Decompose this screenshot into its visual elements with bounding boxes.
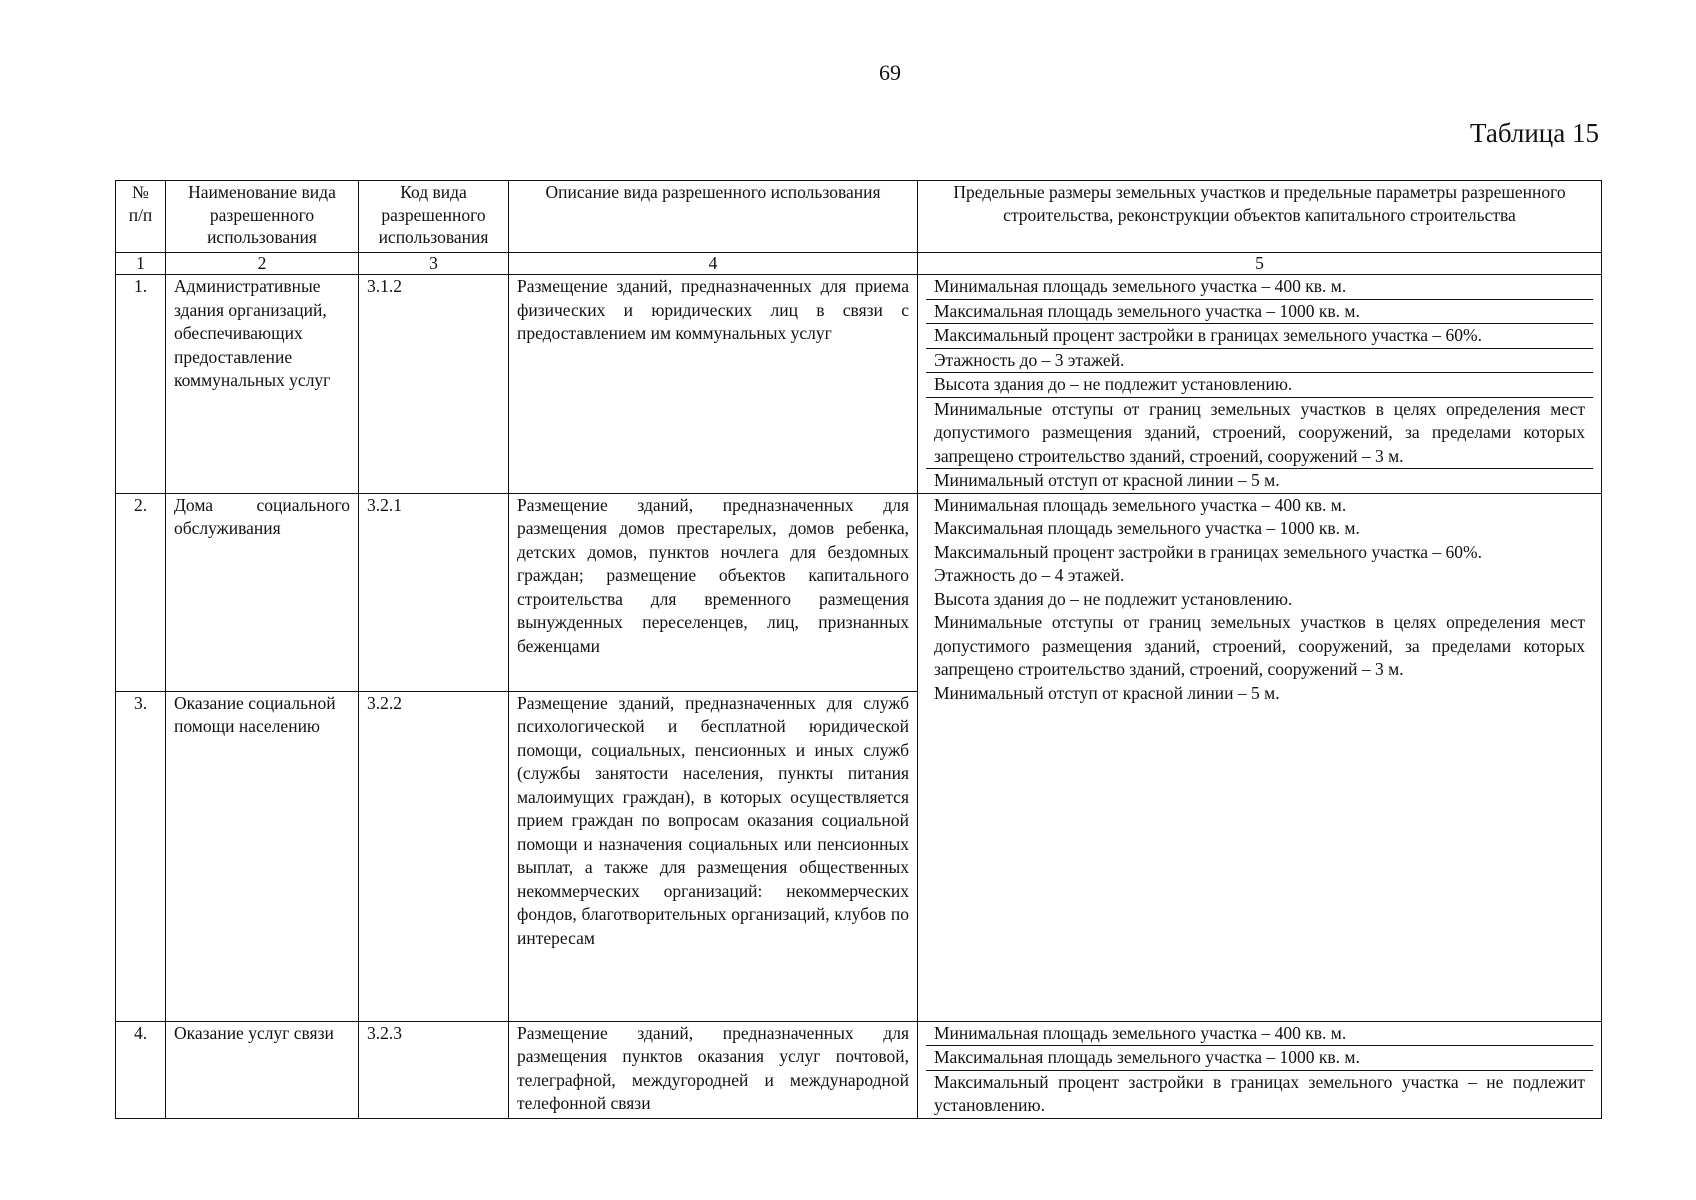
param-max-area: Максимальная площадь земельного участка – 1000 кв. м.	[926, 1046, 1593, 1071]
use-description: Размещение зданий, предназначенных для служб психологической и бесплатной юридической помощи, социальных, пенсионных и иных служб (службы занятости населения, пункты питания малоимущих граждан), в которых осуществляется прием граждан по вопросам оказания социальной помощи и назначения социальных или пенсионных выплат, а также для размещения общественных некоммерческих организаций: некоммерческих фондов, благотворительных организаций, клубов по интересам	[509, 691, 918, 1021]
limits-cell	[918, 1021, 1602, 1118]
row-number: 2.	[116, 493, 166, 691]
limits-cell	[918, 493, 1602, 1021]
header-use-description: Описание вида разрешенного использования	[509, 181, 918, 253]
param-setbacks: Минимальные отступы от границ земельных участков в целях определения мест допустимого размещения зданий, строений, сооружений, за пределами которых запрещено строительство зданий, строений, сооружений – 3 м.	[926, 398, 1593, 470]
param-max-coverage: Максимальный процент застройки в границах земельного участка – 60%.	[934, 541, 1483, 562]
use-name: Административные здания организаций, обеспечивающих предоставление коммунальных услуг	[166, 275, 359, 494]
table-row	[116, 493, 1602, 691]
param-floors: Этажность до – 4 этажей.	[934, 565, 1125, 585]
use-code: 3.2.1	[359, 493, 509, 691]
use-code: 3.2.3	[359, 1021, 509, 1118]
table-row	[116, 275, 1602, 494]
header-limits: Предельные размеры земельных участков и предельные параметры разрешенного строительства, реконструкции объектов капитального строительства	[918, 181, 1602, 253]
param-red-line: Минимальный отступ от красной линии – 5 м.	[934, 682, 1280, 703]
limits-cell	[918, 275, 1602, 494]
param-max-area: Максимальная площадь земельного участка – 1000 кв. м.	[926, 300, 1593, 325]
header-row	[116, 181, 1602, 253]
use-code: 3.2.2	[359, 691, 509, 1021]
param-height: Высота здания до – не подлежит установлению.	[934, 588, 1293, 609]
header-number: № п/п	[116, 181, 166, 253]
page-number: 69	[879, 60, 901, 85]
column-number: 3	[359, 253, 509, 275]
param-max-coverage: Максимальный процент застройки в границах земельного участка – 60%.	[926, 324, 1593, 349]
header-use-code: Код вида разрешенного использования	[359, 181, 509, 253]
param-min-area: Минимальная площадь земельного участка – 400 кв. м.	[926, 275, 1593, 300]
param-min-area: Минимальная площадь земельного участка – 400 кв. м.	[926, 1022, 1593, 1047]
param-setbacks: Минимальные отступы от границ земельных участков в целях определения мест допустимого размещения зданий, строений, сооружений, за пределами которых запрещено строительство зданий, строений, сооружений – 3 м.	[934, 612, 1585, 679]
table-row	[116, 1021, 1602, 1118]
table-caption: Таблица 15	[1470, 118, 1599, 148]
use-code: 3.1.2	[359, 275, 509, 494]
row-number: 4.	[116, 1021, 166, 1118]
param-height: Высота здания до – не подлежит установлению.	[926, 373, 1593, 398]
param-min-area: Минимальная площадь земельного участка – 400 кв. м.	[934, 494, 1347, 515]
row-number: 1.	[116, 275, 166, 494]
use-description: Размещение зданий, предназначенных для приема физических и юридических лиц в связи с предоставлением им коммунальных услуг	[509, 275, 918, 494]
row-number: 3.	[116, 691, 166, 1021]
use-name: Оказание услуг связи	[166, 1021, 359, 1118]
header-use-name: Наименование вида разрешенного использования	[166, 181, 359, 253]
param-red-line: Минимальный отступ от красной линии – 5 м.	[934, 470, 1280, 490]
use-description: Размещение зданий, предназначенных для размещения пунктов оказания услуг почтовой, телеграфной, междугородней и международной телефонной связи	[509, 1021, 918, 1118]
use-description: Размещение зданий, предназначенных для размещения домов престарелых, домов ребенка, детских домов, пунктов ночлега для бездомных граждан; размещение объектов капитального строительства для временного размещения вынужденных переселенцев, лиц, признанных беженцами	[509, 493, 918, 691]
column-number: 2	[166, 253, 359, 275]
param-max-coverage: Максимальный процент застройки в границах земельного участка – не подлежит установлению.	[934, 1071, 1585, 1115]
param-floors: Этажность до – 3 этажей.	[926, 349, 1593, 374]
column-number: 1	[116, 253, 166, 275]
column-number: 5	[918, 253, 1602, 275]
use-name: Оказание социальной помощи населению	[166, 691, 359, 1021]
use-name: Дома социального обслуживания	[166, 493, 359, 691]
param-max-area: Максимальная площадь земельного участка – 1000 кв. м.	[934, 518, 1360, 538]
column-numbering-row	[116, 253, 1602, 275]
zoning-table	[115, 180, 1602, 1119]
column-number: 4	[509, 253, 918, 275]
